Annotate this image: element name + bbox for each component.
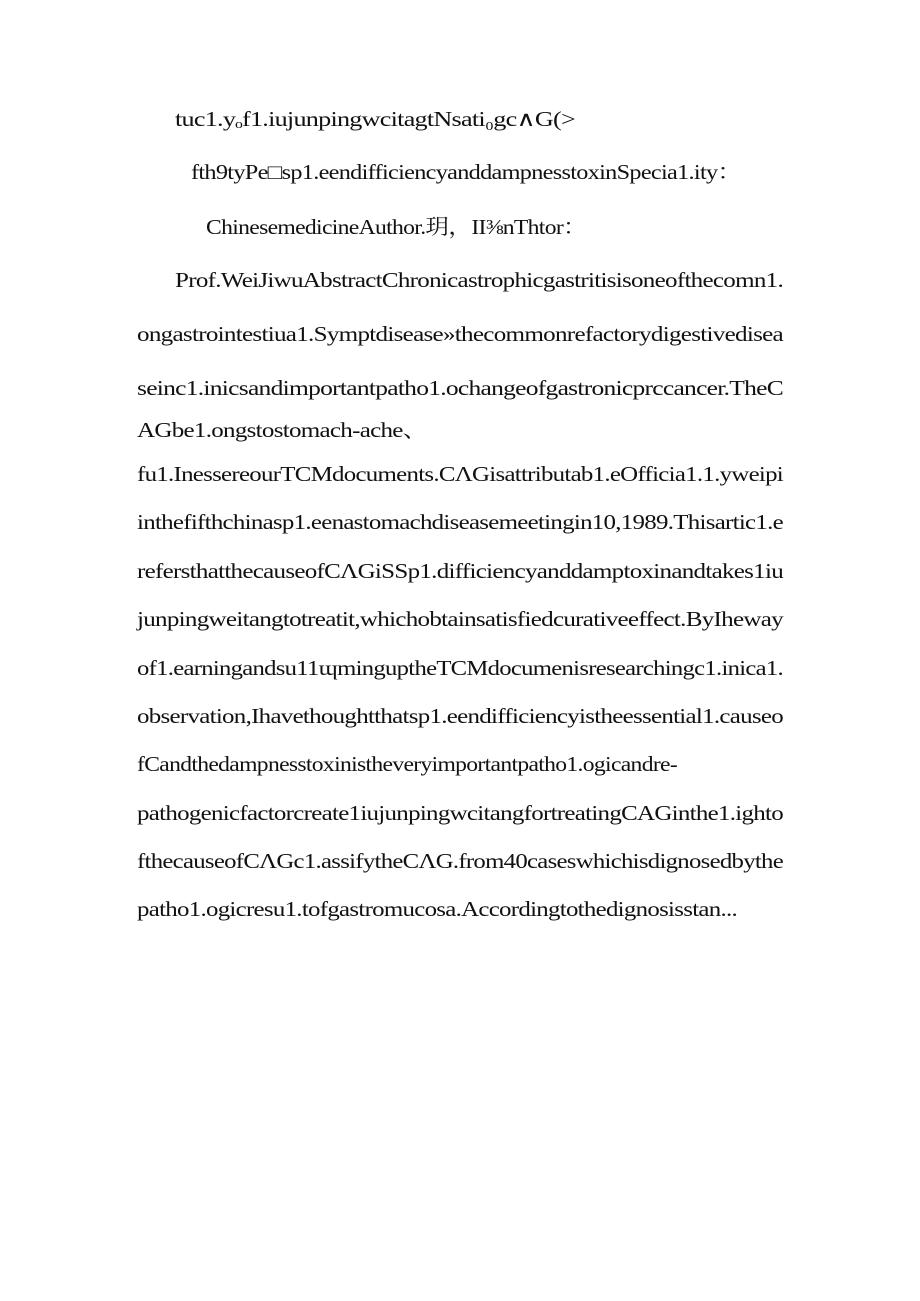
abstract-line-7: refersthatthecauseofCΛGiSSp1.difficiencyanddamptoxinandtakes1iu [137,559,784,583]
abstract-line-11: fCandthedampnesstoxinistheveryimportantpatho1.ogicandre- [137,752,678,776]
abstract-line-3: seinc1.inicsandimportantpatho1.ochangeofgastronicprccancer.TheC [137,376,784,400]
abstract-line-2: ongastrointestiua1.Symptdisease»thecommonrefactorydigestivedisea [137,322,783,346]
header-line-3: ChinesemedicineAuthor.玥，II⅜nThtor： [206,215,586,239]
abstract-line-9: of1.earningandsu11ɰminguptheTCMdocumenisresearchingc1.inica1. [137,656,784,680]
header-line-2: fth9tyPe□sp1.eendifficiencyanddampnesstoxinSpecia1.ity： [191,160,742,184]
abstract-line-5: fu1.InessereourTCMdocuments.CΛGisattributab1.eOfficia1.1.yweipi [137,462,784,486]
abstract-line-4: AGbe1.ongstostomach-ache、 [137,418,428,442]
abstract-line-8: junpingweitangtotreatit,whichobtainsatisfiedcurativeeffect.ByIheway [137,607,783,631]
abstract-line-12: pathogenicfactorcreate1iujunpingwcitangfortreatingCAGinthe1.ighto [137,801,784,825]
header-line-1: tuc1.yₒf1.iujunpingwcitagtNsati₀gc∧G(> [175,107,576,131]
abstract-line-10: observation,Ihavethoughtthatsp1.eendifficiencyistheessential1.causeo [137,704,783,728]
abstract-line-6: inthefifthchinasp1.eenastomachdiseasemeetingin10,1989.Thisartic1.e [137,510,784,534]
abstract-line-13: fthecauseofCΛGc1.assifytheCΛG.from40caseswhichisdignosedbythe [137,849,784,873]
abstract-line-14: patho1.ogicresu1.tofgastromucosa.Accordingtothedignosisstan... [137,897,738,921]
abstract-line-1: Prof.WeiJiwuAbstractChronicastrophicgastritisisoneofthecomn1. [175,268,783,292]
